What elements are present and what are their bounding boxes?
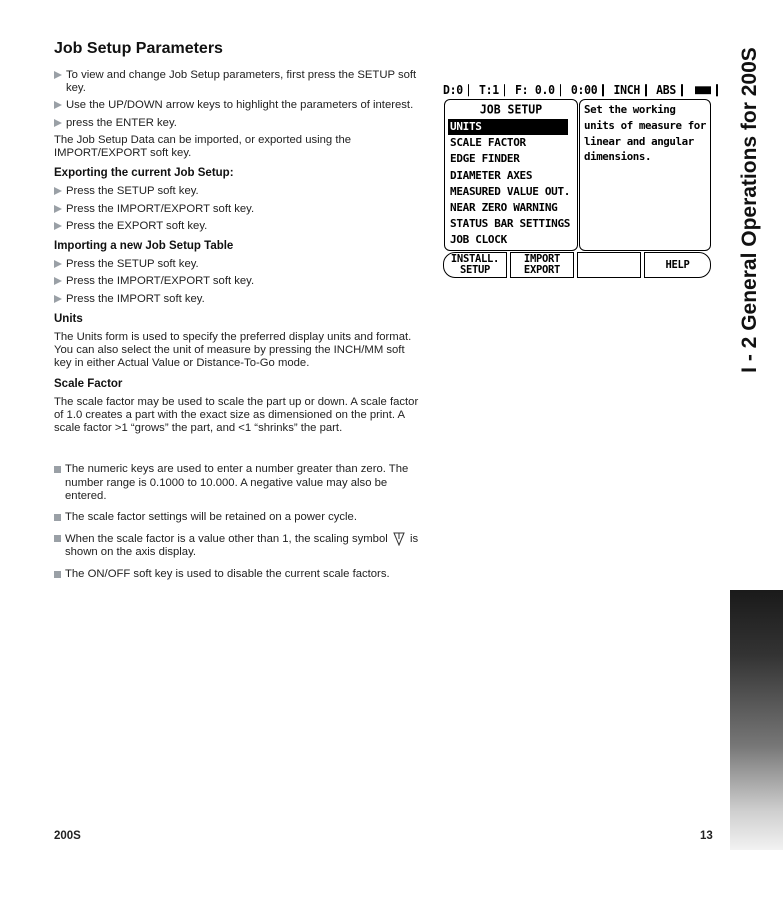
status-bar (443, 82, 713, 97)
arrow-icon (54, 119, 62, 127)
scale-factor-paragraph: The scale factor may be used to scale the part up or down. A scale factor of 1.0 creates a part with the exact size as dimensioned on the print. A scale factor >1 “grows” the part, and <1 “shrinks” the part. (54, 395, 419, 435)
menu-item-status-bar-settings[interactable]: STATUS BAR SETTINGS (450, 217, 571, 231)
help-text: Set the working units of measure for linear and angular dimensions. (584, 103, 707, 164)
mode-indicator: ABS (656, 82, 676, 98)
step-item: Press the IMPORT soft key. (54, 293, 419, 306)
arrow-icon (54, 295, 62, 303)
scaling-symbol-icon (393, 532, 405, 546)
import-heading: Importing a new Job Setup Table (54, 240, 234, 253)
step-item: Press the SETUP soft key. (54, 185, 419, 198)
arrow-icon (54, 277, 62, 285)
arrow-icon (54, 222, 62, 230)
datum-indicator: D:0 (443, 82, 463, 98)
job-clock-indicator: 0:00 (570, 82, 598, 98)
feed-indicator: F: 0.0 (515, 82, 555, 98)
menu-item-measured-value-out[interactable]: MEASURED VALUE OUT. (450, 184, 571, 198)
blank-softkey[interactable] (577, 252, 641, 278)
menu-item-units[interactable]: UNITS (448, 119, 568, 135)
page-heading: Job Setup Parameters (54, 40, 223, 57)
step-item: Press the IMPORT/EXPORT soft key. (54, 203, 419, 216)
arrow-icon (54, 205, 62, 213)
note-item: When the scale factor is a value other than 1, the scaling symbol is shown on the axis display. (54, 532, 419, 559)
main-text-column (54, 40, 419, 589)
menu-item-scale-factor[interactable]: SCALE FACTOR (450, 136, 526, 150)
page-number: 13 (700, 830, 713, 842)
step-item: Press the SETUP soft key. (54, 258, 419, 271)
note-item: The numeric keys are used to enter a number greater than zero. The number range is 0.1000 to 10.000. A negative value may also be entered. (54, 463, 419, 503)
menu-item-edge-finder[interactable]: EDGE FINDER (450, 152, 520, 166)
arrow-icon (54, 71, 62, 79)
import-steps (54, 258, 419, 306)
step-item: Use the UP/DOWN arrow keys to highlight the parameters of interest. (54, 99, 419, 112)
footer-model: 200S (54, 830, 81, 842)
export-heading: Exporting the current Job Setup: (54, 167, 234, 180)
job-setup-panel (444, 99, 578, 251)
panel-title: JOB SETUP (479, 101, 543, 117)
step-item: Press the IMPORT/EXPORT soft key. (54, 275, 419, 288)
readout-display (443, 78, 713, 283)
help-softkey[interactable]: HELP (644, 252, 711, 278)
note-item: The scale factor settings will be retained on a power cycle. (54, 511, 419, 524)
job-setup-menu (448, 119, 577, 249)
step-item: press the ENTER key. (54, 117, 419, 130)
bullet-square-icon (54, 571, 61, 578)
arrow-icon (54, 187, 62, 195)
battery-icon (695, 86, 711, 94)
export-steps (54, 185, 419, 233)
chapter-tab-marker (730, 590, 783, 850)
menu-item-job-clock[interactable]: JOB CLOCK (450, 233, 507, 247)
softkey-bar (443, 252, 713, 280)
intro-steps (54, 69, 419, 130)
intro-paragraph: The Job Setup Data can be imported, or exported using the IMPORT/EXPORT soft key. (54, 133, 352, 160)
menu-item-diameter-axes[interactable]: DIAMETER AXES (450, 168, 533, 182)
scale-factor-heading: Scale Factor (54, 377, 123, 390)
note-item: The ON/OFF soft key is used to disable the current scale factors. (54, 568, 419, 581)
bullet-square-icon (54, 535, 61, 542)
tool-indicator: T:1 (479, 82, 499, 98)
import-export-softkey[interactable]: IMPORT EXPORT (510, 252, 574, 278)
chapter-side-title: I - 2 General Operations for 200S (738, 47, 761, 373)
notes-list (54, 463, 419, 580)
arrow-icon (54, 260, 62, 268)
units-paragraph: The Units form is used to specify the preferred display units and format. You can also select the unit of measure by pressing the INCH/MM soft key in either Actual Value or Distance-To-Go mode. (54, 331, 412, 370)
arrow-icon (54, 101, 62, 109)
menu-item-near-zero-warning[interactable]: NEAR ZERO WARNING (450, 200, 558, 214)
unit-indicator: INCH (613, 82, 640, 98)
step-item: To view and change Job Setup parameters, first press the SETUP soft key. (54, 69, 419, 95)
install-setup-softkey[interactable]: INSTALL. SETUP (443, 252, 507, 278)
step-item: Press the EXPORT soft key. (54, 220, 419, 233)
help-panel (579, 99, 711, 251)
bullet-square-icon (54, 514, 61, 521)
units-heading: Units (54, 312, 83, 325)
bullet-square-icon (54, 466, 61, 473)
